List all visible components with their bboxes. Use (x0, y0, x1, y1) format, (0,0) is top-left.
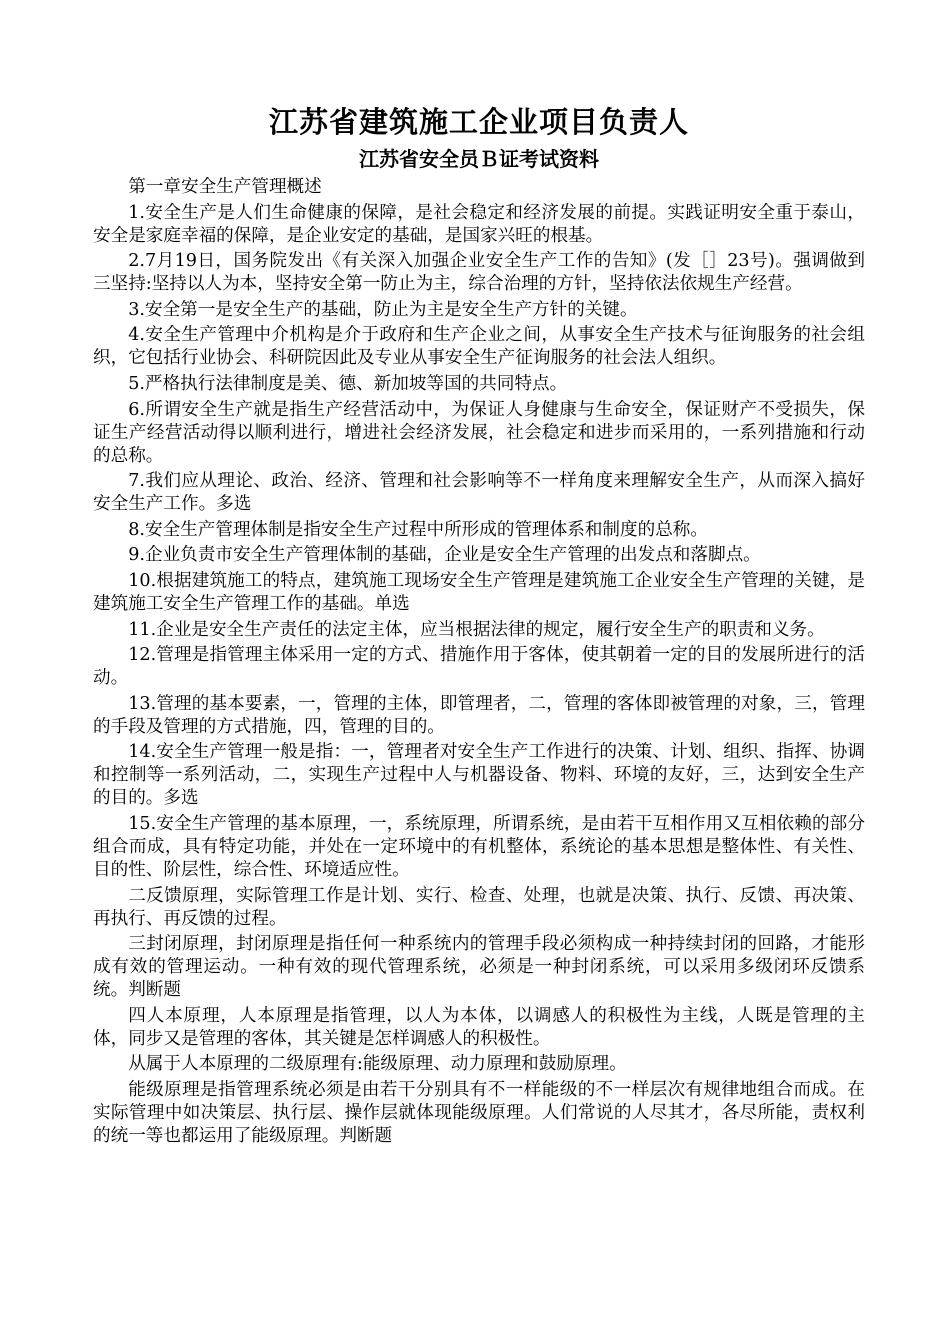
document-subtitle: 江苏省安全员Ｂ证考试资料 (359, 147, 599, 171)
paragraph: 3.安全第一是安全生产的基础，防止为主是安全生产方针的关键。 (128, 299, 638, 320)
paragraph: 7.我们应从理论、政治、经济、管理和社会影响等不一样角度来理解安全生产，从而深入搞好安全生产工作。多选 (93, 471, 865, 515)
document-title: 江苏省建筑施工企业项目负责人 (268, 105, 689, 139)
paragraph: 4.安全生产管理中介机构是介于政府和生产企业之间，从事安全生产技术与征询服务的社会组织，它包括行业协会、科研院因此及专业从事安全生产征询服务的社会法人组织。 (93, 325, 865, 369)
paragraph: 从属于人本原理的二级原理有:能级原理、动力原理和鼓励原理。 (128, 1054, 627, 1075)
document-body (93, 100, 865, 1150)
paragraph: 三封闭原理，封闭原理是指任何一种系统内的管理手段必须构成一种持续封闭的回路，才能形成有效的管理运动。一种有效的现代管理系统，必须是一种封闭系统，可以采用多级闭环反馈系统。判断题 (93, 934, 865, 1001)
paragraph: 13.管理的基本要素，一，管理的主体，即管理者，二，管理的客体即被管理的对象，三，管理的手段及管理的方式措施，四，管理的目的。 (93, 693, 865, 737)
paragraph: 二反馈原理，实际管理工作是计划、实行、检查、处理，也就是决策、执行、反馈、再决策、再执行、再反馈的过程。 (93, 885, 865, 929)
paragraph: 8.安全生产管理体制是指安全生产过程中所形成的管理体系和制度的总称。 (128, 519, 708, 540)
paragraph: 能级原理是指管理系统必须是由若干分别具有不一样能级的不一样层次有规律地组合而成。在实际管理中如决策层、执行层、操作层就体现能级原理。人们常说的人尽其才，各尽所能，责权利的统一等也都运用了能级原理。判断题 (93, 1079, 865, 1146)
paragraph: 10.根据建筑施工的特点，建筑施工现场安全生产管理是建筑施工企业安全生产管理的关键，是建筑施工安全生产管理工作的基础。单选 (93, 570, 865, 614)
paragraph: 1.安全生产是人们生命健康的保障，是社会稳定和经济发展的前提。实践证明安全重于泰山，安全是家庭幸福的保障，是企业安定的基础，是国家兴旺的根基。 (93, 202, 865, 246)
chapter-heading: 第一章安全生产管理概述 (128, 177, 322, 197)
paragraph: 12.管理是指管理主体采用一定的方式、措施作用于客体，使其朝着一定的目的发展所进行的活动。 (93, 645, 865, 689)
paragraph: 14.安全生产管理一般是指：一，管理者对安全生产工作进行的决策、计划、组织、指挥、协调和控制等一系列活动，二，实现生产过程中人与机器设备、物料、环境的友好，三，达到安全生产的目的。多选 (93, 742, 865, 809)
paragraph: 四人本原理，人本原理是指管理，以人为本体，以调感人的积极性为主线，人既是管理的主体，同步又是管理的客体，其关键是怎样调感人的积极性。 (93, 1005, 865, 1049)
paragraph: 2.7月19日，国务院发出《有关深入加强企业安全生产工作的告知》(发［］23号)。强调做到三坚持:坚持以人为本，坚持安全第一防止为主，综合治理的方针，坚持依法依规生产经营。 (93, 251, 865, 295)
paragraph: 9.企业负责市安全生产管理体制的基础，企业是安全生产管理的出发点和落脚点。 (128, 545, 761, 566)
paragraph: 11.企业是安全生产责任的法定主体，应当根据法律的规定，履行安全生产的职责和义务。 (128, 619, 825, 640)
paragraph: 15.安全生产管理的基本原理，一，系统原理，所谓系统，是由若干互相作用又互相依赖的部分组合而成，具有特定功能，并处在一定环境中的有机整体，系统论的基本思想是整体性、有关性、目的性、阶层性，综合性、环境适应性。 (93, 813, 865, 880)
paragraph: 6.所谓安全生产就是指生产经营活动中，为保证人身健康与生命安全，保证财产不受损失，保证生产经营活动得以顺利进行，增进社会经济发展，社会稳定和进步而采用的，一系列措施和行动的总称。 (93, 399, 865, 466)
paragraph: 5.严格执行法律制度是美、德、新加坡等国的共同特点。 (128, 373, 568, 394)
